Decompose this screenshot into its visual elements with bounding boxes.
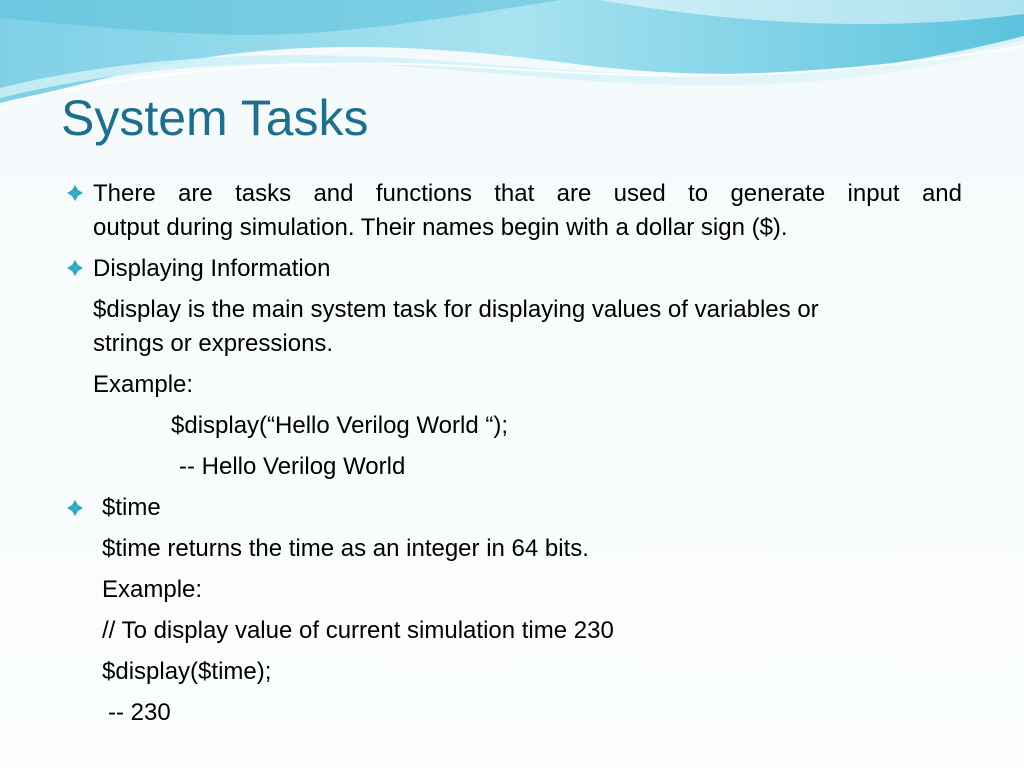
display-desc-line-1: $display is the main system task for displaying values of variables or [93, 296, 819, 323]
displaying-heading: Displaying Information [93, 255, 331, 282]
diamond-bullet-icon [66, 259, 84, 277]
diamond-bullet-icon [66, 499, 84, 517]
time-comment: // To display value of current simulation time 230 [102, 617, 614, 644]
time-heading: $time [102, 494, 161, 521]
time-code: $display($time); [102, 658, 272, 685]
time-example-label: Example: [102, 576, 203, 603]
diamond-bullet-icon [66, 184, 84, 202]
time-desc: $time returns the time as an integer in 64 bits. [102, 535, 589, 562]
display-example-label: Example: [93, 371, 194, 398]
intro-line-1: There are tasks and functions that are used to generate input and [93, 180, 962, 207]
display-example-code: $display(“Hello Verilog World “); [171, 412, 509, 439]
slide-title: System Tasks [61, 90, 369, 146]
display-desc-line-2: strings or expressions. [93, 330, 334, 357]
time-output: -- 230 [108, 699, 171, 726]
display-example-output: -- Hello Verilog World [179, 453, 406, 480]
intro-line-2: output during simulation. Their names begin with a dollar sign ($). [93, 214, 788, 241]
